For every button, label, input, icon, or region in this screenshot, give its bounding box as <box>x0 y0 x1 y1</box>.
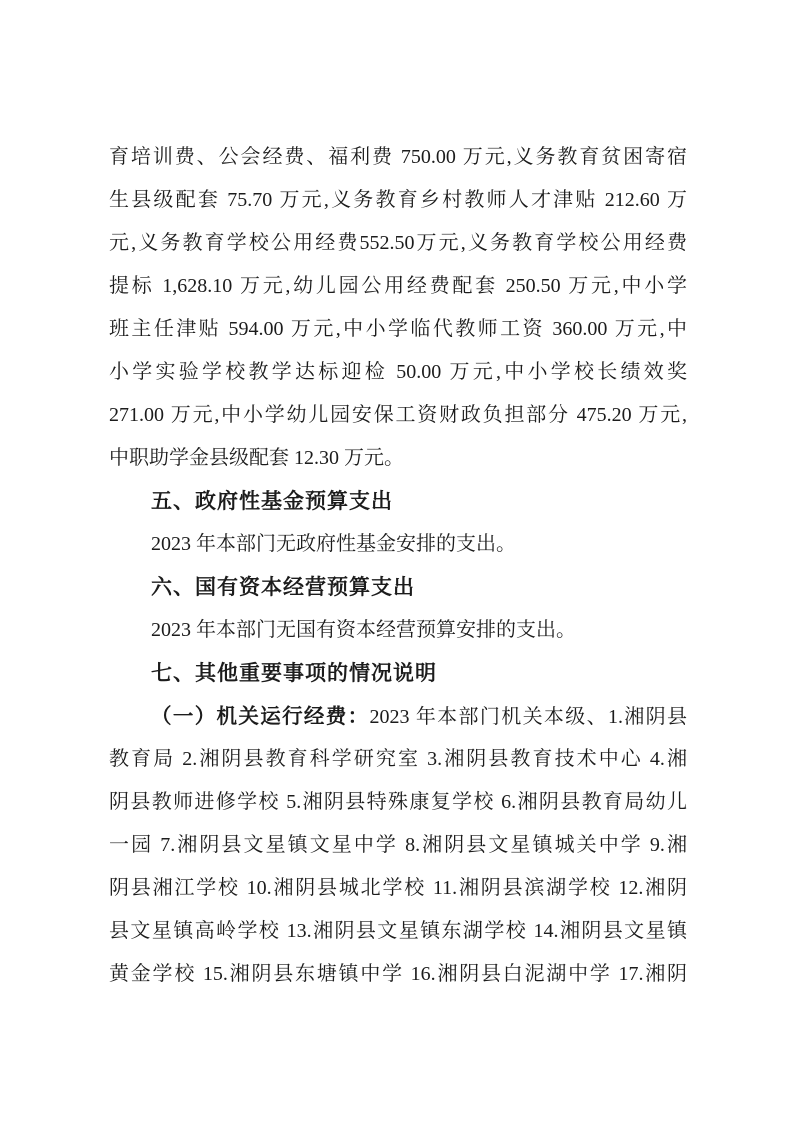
gov-fund-statement: 2023 年本部门无政府性基金安排的支出。 <box>151 533 516 555</box>
agency-list-line: 一园 7.湘阴县文星镇文星中学 8.湘阴县文星镇城关中学 9.湘 <box>109 834 687 856</box>
budget-detail-line: 小学实验学校教学达标迎检 50.00 万元,中小学校长绩效奖 <box>109 361 687 383</box>
state-capital-statement: 2023 年本部门无国有资本经营预算安排的支出。 <box>151 619 576 641</box>
agency-list-line: 阴县教师进修学校 5.湘阴县特殊康复学校 6.湘阴县教育局幼儿 <box>109 791 687 813</box>
section-heading-five: 五、政府性基金预算支出 <box>151 490 393 513</box>
budget-detail-line: 提标 1,628.10 万元,幼儿园公用经费配套 250.50 万元,中小学 <box>109 275 687 297</box>
agency-operating-expense-label: （一）机关运行经费： <box>151 705 370 728</box>
section-heading-seven: 七、其他重要事项的情况说明 <box>151 662 437 685</box>
agency-list-line: 教育局 2.湘阴县教育科学研究室 3.湘阴县教育技术中心 4.湘 <box>109 748 687 770</box>
budget-detail-line: 班主任津贴 594.00 万元,中小学临代教师工资 360.00 万元,中 <box>109 318 687 340</box>
budget-detail-line: 中职助学金县级配套 12.30 万元。 <box>109 447 404 469</box>
budget-detail-line: 生县级配套 75.70 万元,义务教育乡村教师人才津贴 212.60 万 <box>109 189 687 211</box>
agency-operating-expense-text: 2023 年本部门机关本级、1.湘阴县 <box>369 706 688 728</box>
agency-list-line: 黄金学校 15.湘阴县东塘镇中学 16.湘阴县白泥湖中学 17.湘阴 <box>109 963 687 985</box>
budget-detail-line: 271.00 万元,中小学幼儿园安保工资财政负担部分 475.20 万元, <box>109 404 687 426</box>
budget-detail-line: 育培训费、公会经费、福利费 750.00 万元,义务教育贫困寄宿 <box>109 146 687 168</box>
agency-list-line: 县文星镇高岭学校 13.湘阴县文星镇东湖学校 14.湘阴县文星镇 <box>109 920 687 942</box>
agency-operating-expense-line <box>109 695 687 738</box>
page-text-content <box>109 136 687 996</box>
agency-list-line: 阴县湘江学校 10.湘阴县城北学校 11.湘阴县滨湖学校 12.湘阴 <box>109 877 687 899</box>
budget-detail-line: 元,义务教育学校公用经费552.50万元,义务教育学校公用经费 <box>109 232 687 254</box>
section-heading-six: 六、国有资本经营预算支出 <box>151 576 415 599</box>
